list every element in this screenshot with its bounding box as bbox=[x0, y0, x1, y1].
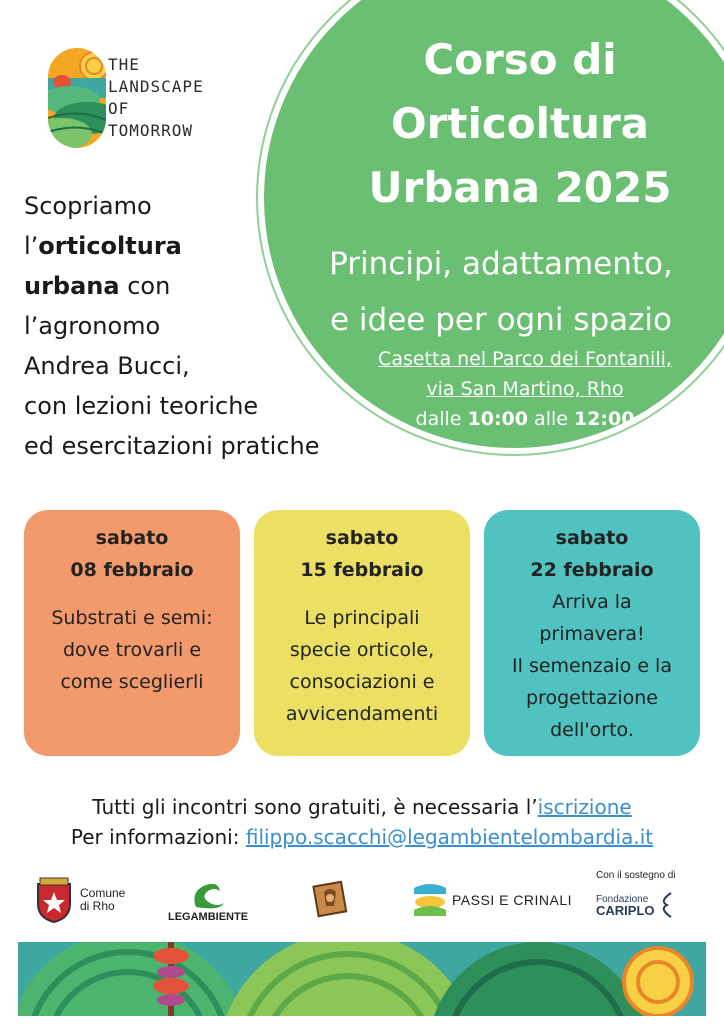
parco-roccolo-icon bbox=[300, 870, 360, 930]
description-line: Le principali bbox=[304, 607, 420, 629]
passi-label: PASSI E CRINALI bbox=[452, 892, 573, 908]
rho-label: Comune bbox=[80, 886, 126, 900]
info-prefix: Per informazioni: bbox=[70, 825, 246, 849]
description-line: consociazioni e bbox=[289, 671, 435, 693]
address-link[interactable]: via San Martino, Rho bbox=[426, 378, 624, 400]
landscape-illustration bbox=[18, 942, 706, 1016]
subtitle-line: Principi, adattamento, bbox=[329, 246, 673, 282]
intro-line: Andrea Bucci, bbox=[24, 352, 190, 380]
intro-line: Scopriamo bbox=[24, 192, 152, 220]
session-description bbox=[24, 602, 240, 698]
description-line: avvicendamenti bbox=[285, 703, 439, 725]
intro-highlight: urbana bbox=[24, 272, 120, 300]
description-line: primavera! bbox=[539, 623, 645, 645]
title-line: Orticoltura bbox=[390, 99, 650, 148]
subtitle-line: e idee per ogni spazio bbox=[330, 302, 672, 338]
description-line: dell'orto. bbox=[550, 719, 634, 741]
intro-line: l’agronomo bbox=[24, 312, 161, 340]
brand-line: TOMORROW bbox=[108, 121, 194, 140]
time-mid: alle bbox=[534, 408, 568, 430]
sponsor-legambiente bbox=[168, 870, 248, 930]
contact-info bbox=[0, 822, 724, 852]
time-prefix: dalle bbox=[415, 408, 462, 430]
legambiente-swan-icon bbox=[188, 877, 228, 911]
intro-line bbox=[24, 226, 394, 266]
description-line: progettazione bbox=[526, 687, 658, 709]
session-description bbox=[254, 602, 470, 730]
rho-crest-icon bbox=[32, 876, 76, 924]
description-line: Arriva la bbox=[552, 591, 632, 613]
support-label: Con il sostegno di bbox=[596, 870, 676, 881]
cariplo-mark-icon bbox=[655, 891, 677, 919]
sponsor-parco-del-roccolo bbox=[300, 870, 360, 930]
session-description bbox=[484, 586, 700, 746]
title-line: Corso di bbox=[423, 35, 617, 84]
session-card-3 bbox=[484, 510, 700, 756]
intro-highlight: orticoltura bbox=[38, 232, 182, 260]
passi-crinali-icon bbox=[412, 882, 448, 918]
intro-line: ed esercitazioni pratiche bbox=[24, 432, 320, 460]
session-date: 15 febbraio bbox=[300, 559, 424, 581]
session-day: sabato bbox=[325, 527, 399, 549]
description-line: Il semenzaio e la bbox=[512, 655, 672, 677]
intro-text bbox=[24, 186, 394, 466]
legambiente-label: LEGAMBIENTE bbox=[168, 911, 249, 923]
cariplo-label: CARIPLO bbox=[596, 903, 655, 918]
intro-line bbox=[24, 266, 394, 306]
description-line: Substrati e semi: bbox=[51, 607, 213, 629]
brand-line: LANDSCAPE bbox=[108, 77, 204, 96]
title-line: Urbana 2025 bbox=[368, 163, 672, 212]
free-text: Tutti gli incontri sono gratuiti, è necessaria l’ bbox=[92, 795, 538, 819]
time-end: 12:00 bbox=[573, 408, 635, 430]
intro-fragment: l’ bbox=[24, 232, 39, 260]
description-line: come sceglierli bbox=[60, 671, 204, 693]
time-start: 10:00 bbox=[467, 408, 528, 430]
session-day: sabato bbox=[555, 527, 629, 549]
session-day: sabato bbox=[95, 527, 169, 549]
intro-line: con lezioni teoriche bbox=[24, 392, 259, 420]
session-date: 08 febbraio bbox=[70, 559, 194, 581]
email-link[interactable]: filippo.scacchi@legambientelombardia.it bbox=[245, 825, 654, 849]
rho-label: di Rho bbox=[80, 899, 115, 913]
free-notice bbox=[0, 792, 724, 822]
sponsor-fondazione-cariplo bbox=[596, 870, 677, 930]
session-date: 22 febbraio bbox=[530, 559, 654, 581]
description-line: dove trovarli e bbox=[62, 639, 202, 661]
sponsor-passi-e-crinali bbox=[412, 870, 572, 930]
session-card-1 bbox=[24, 510, 240, 756]
intro-fragment: con bbox=[119, 272, 171, 300]
session-card-2 bbox=[254, 510, 470, 756]
cariplo-label: Fondazione bbox=[596, 894, 649, 905]
landscape-of-tomorrow-logo bbox=[48, 48, 106, 148]
brand-line: OF bbox=[108, 99, 130, 118]
location-link[interactable]: Casetta nel Parco dei Fontanili, bbox=[378, 348, 672, 370]
registration-link[interactable]: iscrizione bbox=[537, 795, 632, 819]
brand-name bbox=[108, 54, 204, 142]
description-line: specie orticole, bbox=[289, 639, 435, 661]
sponsor-comune-di-rho bbox=[32, 870, 125, 930]
brand-line: THE bbox=[108, 55, 140, 74]
